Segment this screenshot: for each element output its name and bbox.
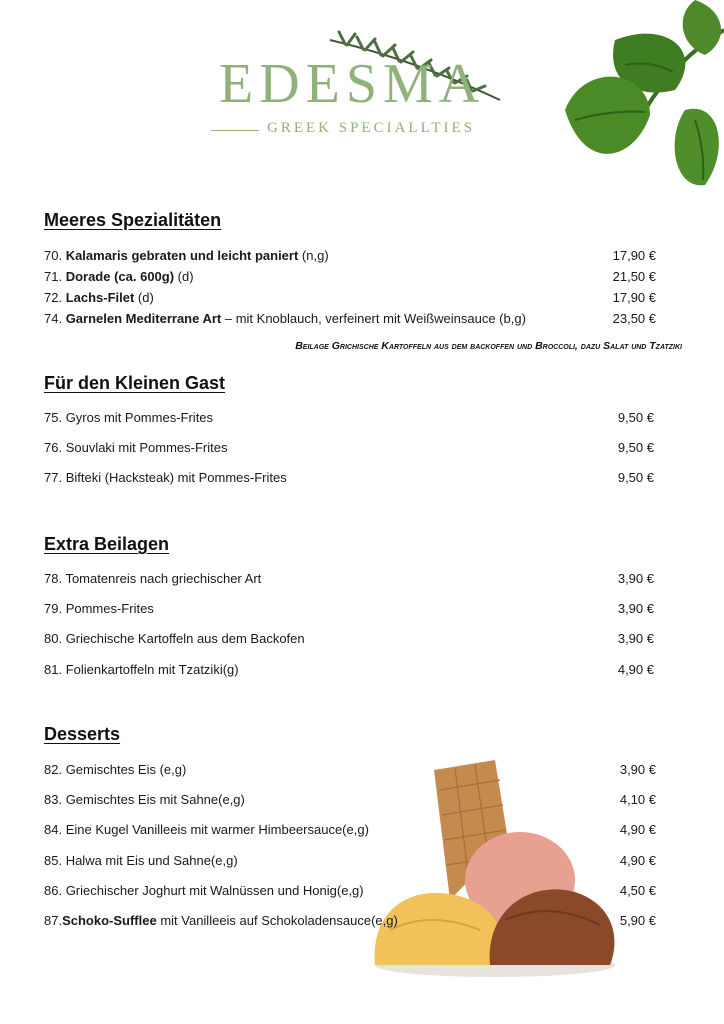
menu-item-87 (44, 912, 398, 930)
item-number: 74. (44, 311, 66, 326)
menu-item-83 (44, 791, 245, 809)
section-title-extra-beilagen: Extra Beilagen (44, 534, 170, 554)
item-price: 9,50 € (617, 440, 654, 455)
item-name-bold: Lachs-Filet (65, 290, 135, 305)
item-price: 4,50 € (619, 883, 656, 898)
item-detail: Souvlaki mit Pommes-Frites (65, 440, 228, 455)
ice-cream-icon (370, 760, 624, 980)
item-detail: Eine Kugel Vanilleeis mit warmer Himbeersauce(e,g) (65, 822, 369, 837)
section-title-kleinen-gast: Für den Kleinen Gast (44, 373, 226, 393)
item-detail: mit Vanilleeis auf Schokoladensauce(e,g) (156, 913, 398, 928)
item-detail: (n,g) (298, 248, 329, 263)
edesma-logo (205, 30, 525, 145)
item-number: 85. (44, 853, 66, 868)
item-detail: Halwa mit Eis und Sahne(e,g) (65, 853, 238, 868)
item-price: 5,90 € (619, 913, 656, 928)
item-number: 75. (44, 410, 66, 425)
section-title-meeres: Meeres Spezialitäten (44, 210, 222, 230)
item-detail: (d) (174, 269, 194, 284)
item-detail: (d) (134, 290, 154, 305)
item-detail: Bifteki (Hacksteak) mit Pommes-Frites (65, 470, 287, 485)
menu-item-76 (44, 439, 228, 457)
item-name-bold: Garnelen Mediterrane Art (65, 311, 222, 326)
item-number: 79. (44, 601, 66, 616)
basil-leaves-icon (555, 0, 724, 215)
item-number: 86. (44, 883, 66, 898)
menu-item-78 (44, 570, 261, 588)
menu-item-84 (44, 821, 369, 839)
menu-item-74 (44, 310, 526, 328)
item-price: 17,90 € (612, 248, 656, 263)
item-number: 87. (44, 913, 63, 928)
menu-item-72 (44, 289, 154, 307)
item-price: 23,50 € (612, 311, 656, 326)
item-detail: Tomatenreis nach griechischer Art (65, 571, 262, 586)
item-detail: Gemischtes Eis (e,g) (65, 762, 187, 777)
item-price: 4,10 € (619, 792, 656, 807)
item-number: 81. (44, 662, 66, 677)
item-number: 78. (44, 571, 66, 586)
item-detail: Griechische Kartoffeln aus dem Backofen (65, 631, 305, 646)
item-number: 84. (44, 822, 66, 837)
item-name-bold: Schoko-Sufflee (62, 913, 157, 928)
item-price: 3,90 € (617, 601, 654, 616)
item-number: 70. (44, 248, 66, 263)
item-detail: – mit Knoblauch, verfeinert mit Weißweinsauce (b,g) (221, 311, 526, 326)
menu-item-82 (44, 761, 186, 779)
menu-item-85 (44, 852, 238, 870)
side-dish-note: Beilage Grichische Kartoffeln aus dem backoffen und Broccoli, dazu Salat und Tzatziki (295, 340, 682, 352)
menu-item-75 (44, 409, 213, 427)
item-detail: Gyros mit Pommes-Frites (65, 410, 214, 425)
menu-item-80 (44, 630, 305, 648)
item-price: 3,90 € (619, 762, 656, 777)
item-price: 4,90 € (619, 822, 656, 837)
brand-name: EDESMA (219, 53, 486, 115)
item-number: 77. (44, 470, 66, 485)
item-number: 76. (44, 440, 66, 455)
item-price: 21,50 € (612, 269, 656, 284)
item-detail: Gemischtes Eis mit Sahne(e,g) (65, 792, 245, 807)
item-name-bold: Dorade (ca. 600g) (65, 269, 175, 284)
item-number: 71. (44, 269, 66, 284)
item-number: 72. (44, 290, 66, 305)
item-price: 17,90 € (612, 290, 656, 305)
item-price: 3,90 € (617, 631, 654, 646)
brand-subtitle: GREEK SPECIALLTIES (267, 120, 476, 136)
item-name-bold: Kalamaris gebraten und leicht paniert (65, 248, 299, 263)
item-detail: Pommes-Frites (65, 601, 154, 616)
menu-item-81 (44, 661, 239, 679)
section-title-desserts: Desserts (44, 724, 121, 744)
item-price: 3,90 € (617, 571, 654, 586)
item-number: 82. (44, 762, 66, 777)
item-price: 4,90 € (619, 853, 656, 868)
item-number: 80. (44, 631, 66, 646)
item-detail: Folienkartoffeln mit Tzatziki(g) (65, 662, 239, 677)
menu-item-86 (44, 882, 364, 900)
item-price: 9,50 € (617, 470, 654, 485)
logo-rule (211, 130, 259, 131)
menu-item-77 (44, 469, 287, 487)
item-detail: Griechischer Joghurt mit Walnüssen und Honig(e,g) (65, 883, 364, 898)
menu-item-79 (44, 600, 154, 618)
menu-item-70 (44, 247, 329, 265)
item-price: 9,50 € (617, 410, 654, 425)
item-number: 83. (44, 792, 66, 807)
menu-item-71 (44, 268, 194, 286)
item-price: 4,90 € (617, 662, 654, 677)
